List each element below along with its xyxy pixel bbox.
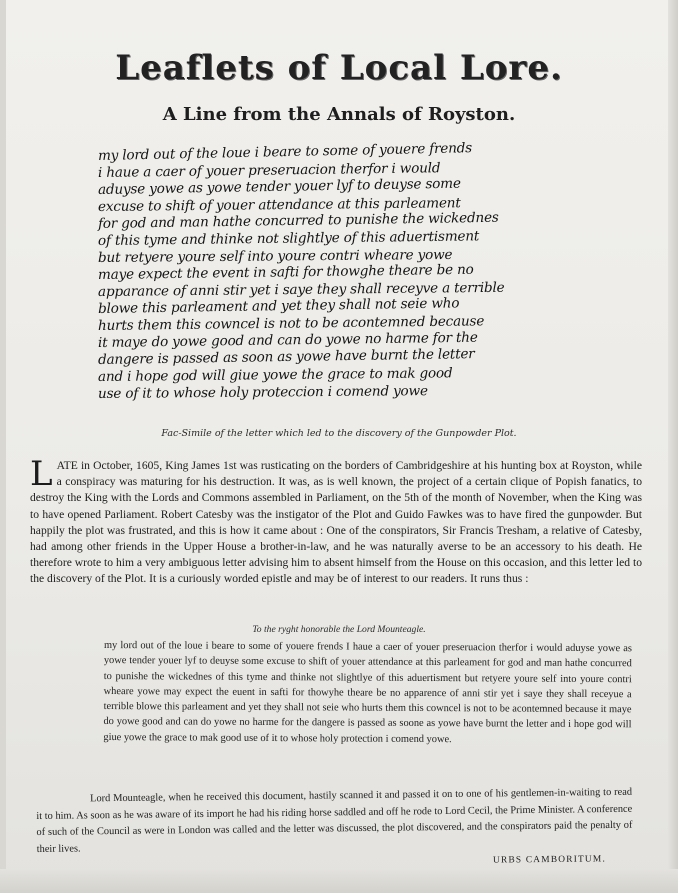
facsimile-line: excuse to shift of youer attendance at this parleament: [97, 195, 461, 215]
letter-salutation: To the ryght honorable the Lord Mounteagle.: [252, 624, 426, 635]
facsimile-line: aduyse yowe as yowe tender youer lyf to deuyse some: [97, 175, 461, 198]
facsimile-line: i haue a caer of youer preseruacion therfor i would: [97, 160, 441, 181]
facsimile-caption: Fac-Simile of the letter which led to the discovery of the Gunpowder Plot.: [161, 428, 517, 439]
facsimile-line: use of it to whose holy proteccion i comend yowe: [97, 383, 428, 402]
page-title: Leaflets of Local Lore.: [115, 48, 563, 88]
drop-cap: L: [30, 454, 53, 494]
facsimile-line: and i hope god will giue yowe the grace to mak good: [97, 365, 453, 385]
facsimile-line: hurts them this cowncel is not to be acontemned because: [97, 313, 485, 334]
facsimile-line: apparance of anni stir yet i saye they shall receyve a terrible: [97, 279, 505, 300]
page-edge-bottom: [0, 869, 678, 893]
page-edge-right: [668, 0, 678, 893]
article-paragraph: ATE in October, 1605, King James 1st was rusticating on the borders of Cambridgeshire at his hunting box at Royston, while a conspiracy was maturing for his destruction. It was, as is well known, the project of a certain clique of Popish fanatics, to destroy the King with the Lords and Commons assembled in Parliament, on the 5th of the month of November, when the King was to have opened Parliament. Robert Catesby was the instigator of the Plot and Guido Fawkes was to have fired the gunpowder. But happily the plot was frustrated, and this is how it came about : One of the conspirators, Sir Francis Tresham, a relative of Catesby, had among other friends in the Upper House a brother-in-law, and he was naturally averse to be an accessory to his death. He therefore wrote to him a very ambiguous letter advising him to absent himself from the House on this occasion, and this letter led to the discovery of the Plot. It is a curiously worded epistle and may be of interest to our readers. It runs thus :: [30, 459, 642, 586]
facsimile-line: of this tyme and thinke not slightlye of this aduertisment: [97, 228, 480, 249]
page-edge-left: [0, 0, 6, 893]
closing-paragraph: Lord Mounteagle, when he received this document, hastily scanned it and passed it on to one of his gentlemen-in-waiting to read it to him. As soon as he was aware of its import he had his riding horse saddled and off he rode to Lord Cecil, the Prime Minister. A conference of such of the Council as were in London was called and the letter was discussed, the plot discovered, and the conspirators paid the penalty of their lives.: [36, 786, 633, 855]
letter-transcription: my lord out of the loue i beare to some of youere frends I haue a caer of youer preseruacion therfor i would aduyse yowe as yowe tender youer lyf to deuyse some excuse to shift of youer attendance at this parleament for god and man hathe concurred to punishe the wickednes of this tyme and thinke not slightlye of this aduertisment but retyere youre self into youre contri wheare yowe may expect the euent in safti for thowyhe theare be no apparence of anni stir yet i saye they shall receyue a terrible blowe this parleament and yet they shall not seie who hurts them this cowncel is not to be acontemned because it maye do yowe good and can do yowe no harme for the dangere is passed as soone as yowe have burnt the letter and i hope god will giue yowe the grace to mak good use of it to whose holy protection i comend yowe.: [103, 639, 632, 745]
facsimile-line: my lord out of the loue i beare to some of youere frends: [97, 140, 473, 164]
handwritten-facsimile: [97, 140, 568, 410]
author-signature: URBS CAMBORITUM.: [492, 854, 607, 866]
page-subtitle: A Line from the Annals of Royston.: [162, 104, 516, 125]
facsimile-line: dangere is passed as soon as yowe have burnt the letter: [97, 346, 475, 368]
facsimile-line: maye expect the event in safti for thowghe theare be no: [97, 261, 474, 283]
facsimile-line: for god and man hathe concurred to punishe the wickednes: [97, 209, 499, 232]
facsimile-line: but retyere youre self into youre contri wheare yowe: [97, 246, 453, 266]
article-body: [30, 454, 642, 588]
facsimile-line: blowe this parleament and yet they shall not seie who: [97, 295, 460, 317]
facsimile-line: it maye do yowe good and can do yowe no harme for the: [97, 329, 478, 351]
